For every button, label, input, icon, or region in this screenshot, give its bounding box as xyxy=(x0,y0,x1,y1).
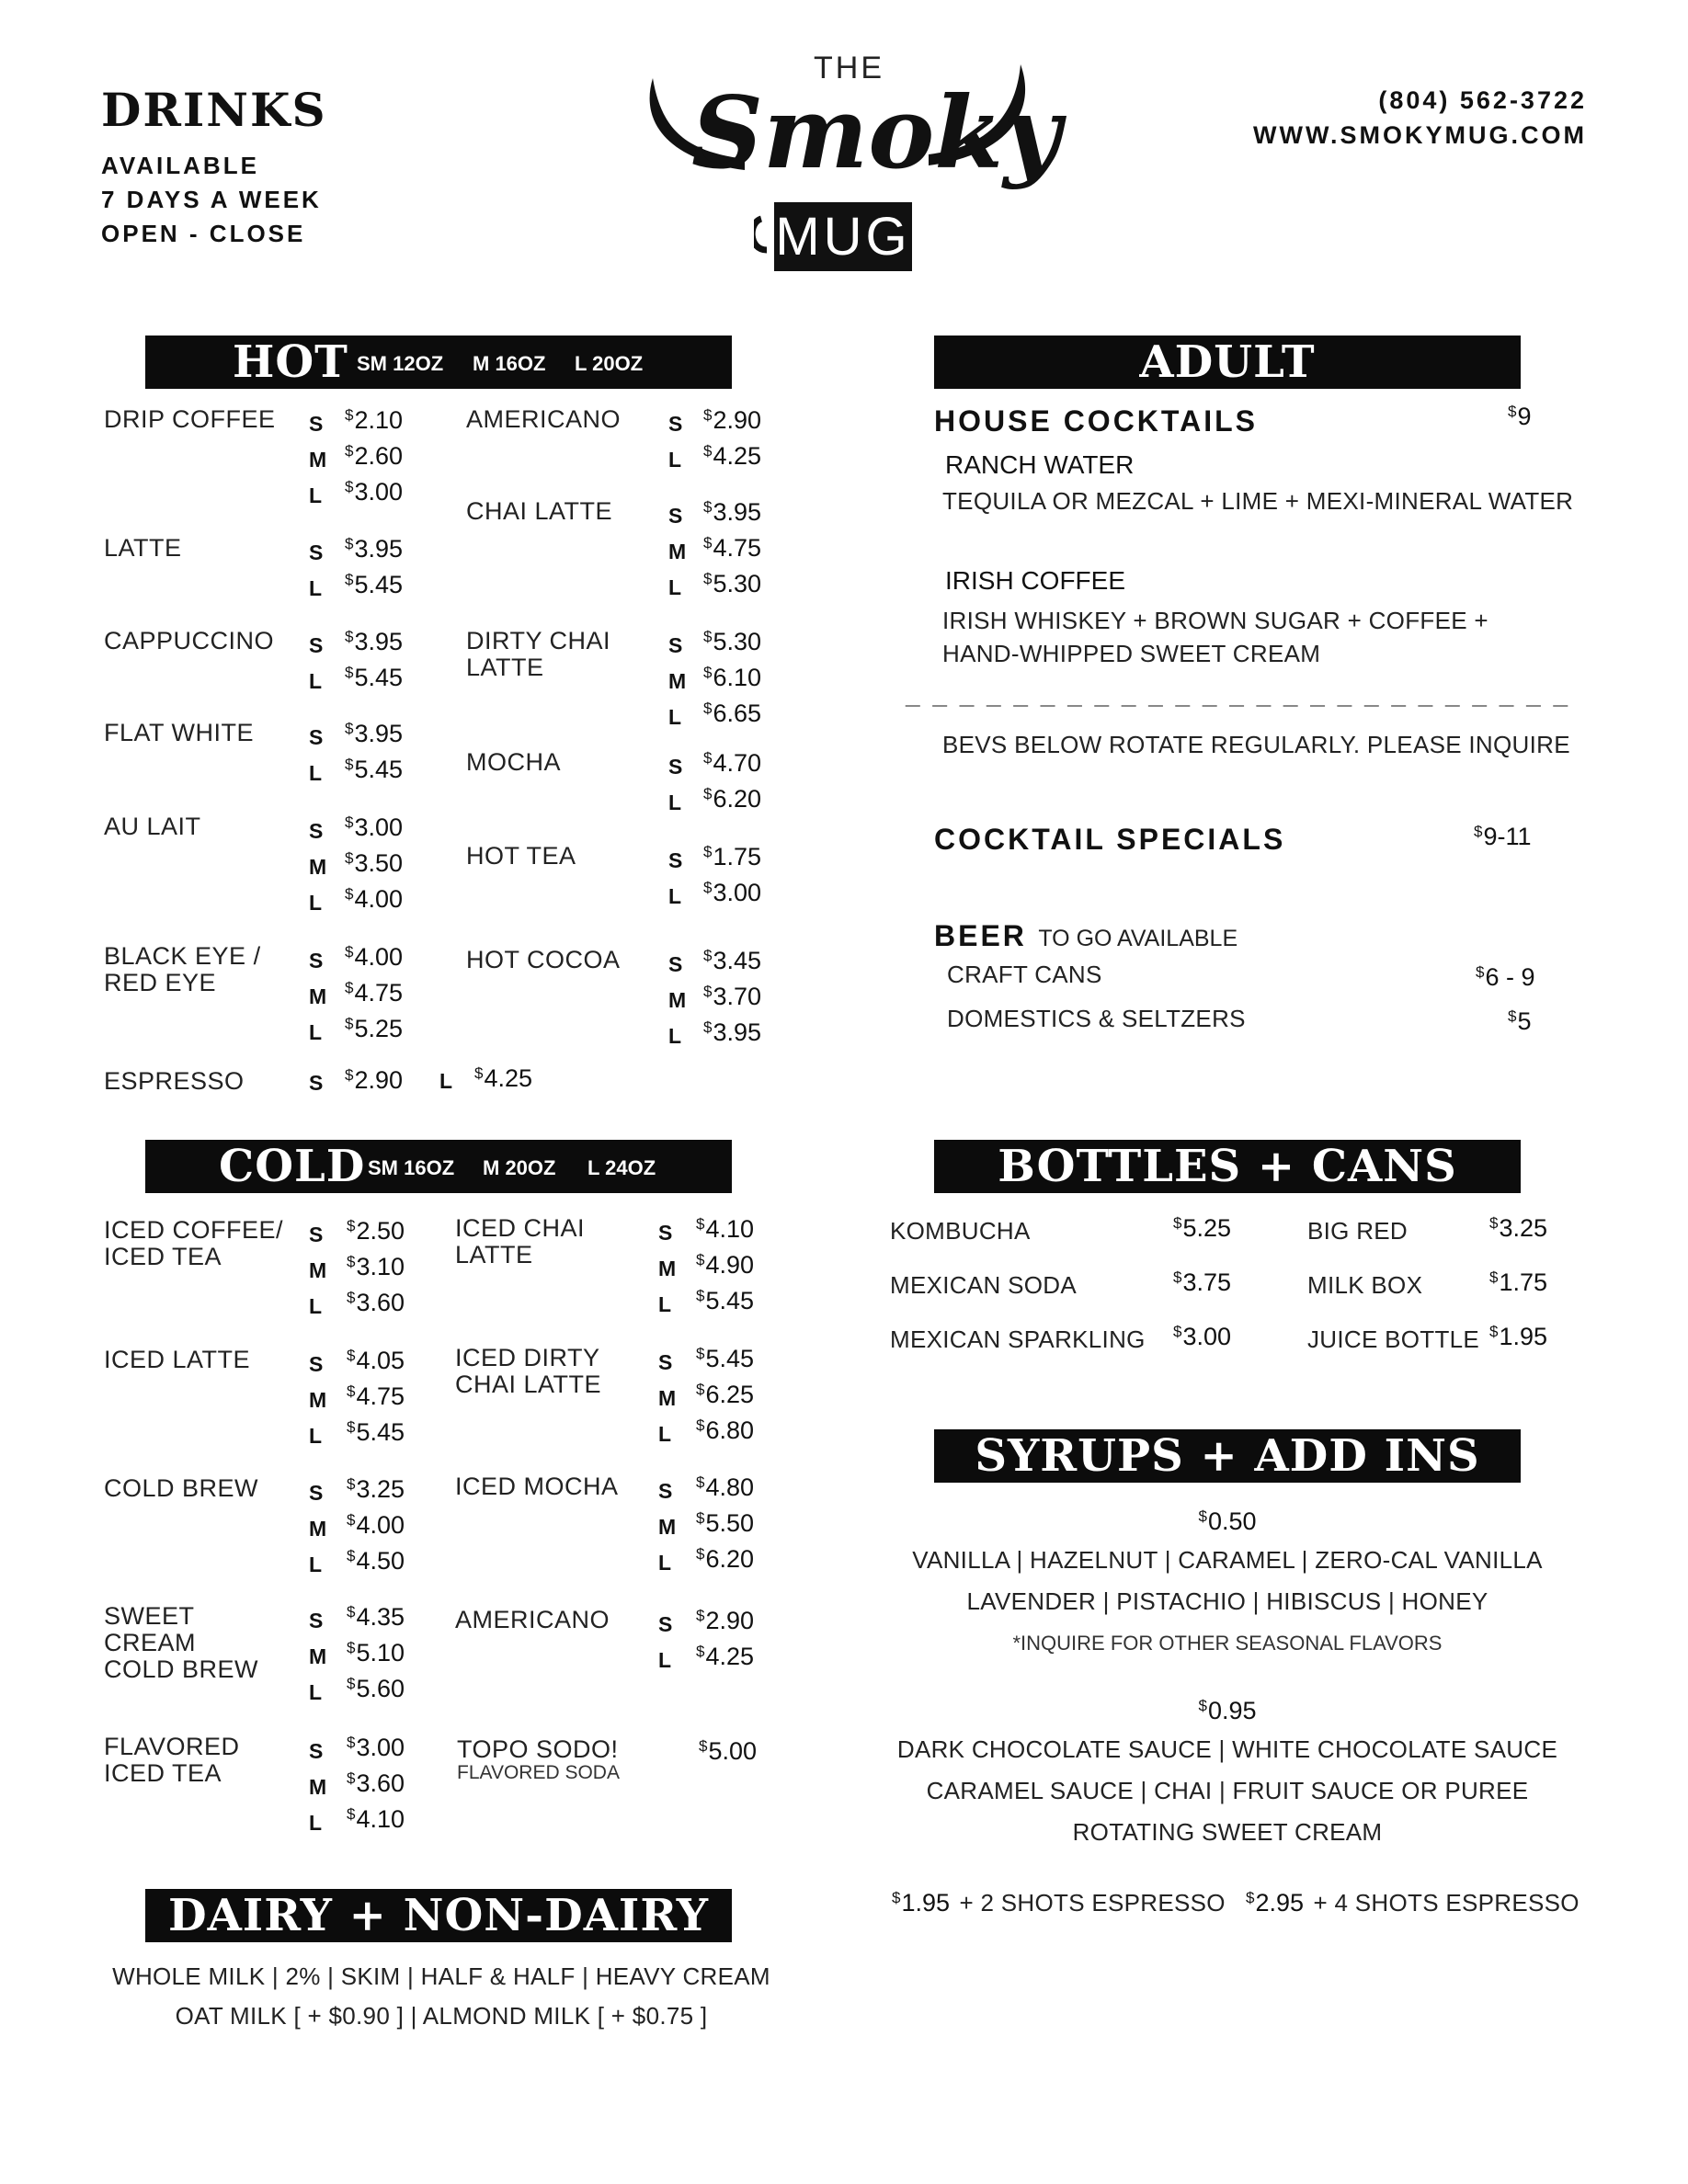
hot-size-small: SM 12OZ xyxy=(357,352,444,375)
size-label: L xyxy=(668,448,682,472)
four-shots-addon: $2.95 + 4 SHOTS ESPRESSO xyxy=(1246,1889,1580,1917)
drinks-title: DRINKS xyxy=(101,83,327,137)
size-label: S xyxy=(309,949,324,973)
size-label: S xyxy=(668,633,683,657)
price: $6.65 xyxy=(703,700,762,727)
bottle-item-name: MEXICAN SPARKLING xyxy=(890,1325,1146,1353)
price: $3.50 xyxy=(345,849,404,877)
size-label: L xyxy=(658,1292,672,1316)
price: $3.95 xyxy=(345,720,404,747)
price: $5.45 xyxy=(345,571,404,598)
bottle-item-name: KOMBUCHA xyxy=(890,1217,1031,1245)
sauce-list-line-2: CARAMEL SAUCE | CHAI | FRUIT SAUCE OR PUREE xyxy=(926,1777,1529,1804)
phone-number[interactable]: (804) 562-3722 xyxy=(1378,86,1587,114)
price: $4.25 xyxy=(696,1643,755,1670)
menu-item-name: HOT TEA xyxy=(466,842,576,870)
size-label: S xyxy=(658,1479,673,1503)
cold-section-bar xyxy=(145,1140,732,1193)
ranch-water-description: TEQUILA OR MEZCAL + LIME + MEXI-MINERAL WATER xyxy=(942,487,1574,515)
craft-cans: CRAFT CANS xyxy=(947,961,1102,988)
size-label: L xyxy=(309,1811,323,1835)
syrup-price-2: $0.95 xyxy=(1198,1697,1257,1724)
beer-note: TO GO AVAILABLE xyxy=(1038,926,1238,951)
menu-item-name: BLACK EYE / xyxy=(104,942,261,970)
price: $3.95 xyxy=(345,628,404,655)
price: $5.45 xyxy=(696,1345,755,1372)
irish-coffee-name: IRISH COFFEE xyxy=(945,566,1126,595)
cold-size-medium: M 20OZ xyxy=(483,1156,556,1179)
cold-size-small: SM 16OZ xyxy=(368,1156,455,1179)
price: $5.50 xyxy=(696,1509,755,1537)
menu-item-name: FLAT WHITE xyxy=(104,719,255,746)
menu-item-name: AU LAIT xyxy=(104,813,201,840)
price: $3.00 xyxy=(345,478,404,506)
bottle-item-name: MILK BOX xyxy=(1307,1271,1423,1299)
domestics-seltzers: DOMESTICS & SELTZERS xyxy=(947,1005,1246,1032)
size-label: L xyxy=(309,1424,323,1448)
craft-cans-price: $6 - 9 xyxy=(1476,963,1535,991)
size-label: S xyxy=(668,504,683,528)
adult-section-bar xyxy=(934,336,1521,389)
menu-item-name: LATTE xyxy=(455,1241,533,1268)
dairy-section-bar xyxy=(145,1889,732,1942)
size-label: M xyxy=(668,988,687,1012)
menu-item-name: COLD BREW xyxy=(104,1474,259,1502)
syrup-seasonal-note: *INQUIRE FOR OTHER SEASONAL FLAVORS xyxy=(1012,1632,1443,1655)
size-label: L xyxy=(668,884,682,908)
price: $3.25 xyxy=(347,1475,405,1503)
syrups-section-bar xyxy=(934,1429,1521,1483)
price: $5.45 xyxy=(345,756,404,783)
price: $4.35 xyxy=(347,1603,405,1631)
price: $5.45 xyxy=(696,1287,755,1314)
price: $1.75 xyxy=(703,843,762,870)
topo-price: $5.00 xyxy=(699,1737,758,1765)
logo-the: THE xyxy=(814,51,884,85)
header-left xyxy=(101,85,327,251)
menu-item-name: ICED COFFEE/ xyxy=(104,1216,284,1244)
size-label: M xyxy=(668,669,687,693)
cold-title: COLD xyxy=(219,1141,366,1192)
price: $4.10 xyxy=(696,1215,755,1243)
size-label: S xyxy=(309,1223,324,1246)
syrups-title: SYRUPS + ADD INS xyxy=(975,1430,1480,1482)
hot-size-large: L 20OZ xyxy=(575,352,644,375)
price: $5.25 xyxy=(345,1015,404,1042)
menu-item-name: CREAM xyxy=(104,1629,197,1656)
price: $3.95 xyxy=(703,498,762,526)
size-label: M xyxy=(309,1517,327,1541)
espresso-price-s: $2.90 xyxy=(345,1066,404,1094)
size-label: L xyxy=(309,1020,323,1044)
price: $4.05 xyxy=(347,1347,405,1374)
size-label: S xyxy=(668,952,683,976)
size-label: M xyxy=(309,1644,327,1668)
price: $3.60 xyxy=(347,1289,405,1316)
domestics-seltzers-price: $5 xyxy=(1508,1007,1532,1035)
size-label: S xyxy=(658,1612,673,1636)
size-label: L xyxy=(309,576,323,600)
size-label: S xyxy=(309,633,324,657)
size-label: S xyxy=(309,819,324,843)
bottle-item-name: MEXICAN SODA xyxy=(890,1271,1077,1299)
header-right xyxy=(1253,83,1587,153)
price: $4.90 xyxy=(696,1251,755,1279)
size-label: M xyxy=(658,1515,677,1539)
hot-size-medium: M 16OZ xyxy=(473,352,546,375)
size-label: M xyxy=(309,855,327,879)
menu-item-name: AMERICANO xyxy=(455,1606,610,1633)
price: $4.75 xyxy=(345,979,404,1007)
price: $3.60 xyxy=(347,1769,405,1797)
size-label: M xyxy=(658,1257,677,1280)
menu-item-name: ICED CHAI xyxy=(455,1214,586,1242)
price: $6.25 xyxy=(696,1381,755,1408)
dairy-title: DAIRY + NON-DAIRY xyxy=(167,1890,710,1941)
price: $5.45 xyxy=(347,1418,405,1446)
price: $3.95 xyxy=(703,1018,762,1046)
menu-item-name: DRIP COFFEE xyxy=(104,405,276,433)
size-label: L xyxy=(309,891,323,915)
house-cocktails-price: $9 xyxy=(1508,403,1532,430)
bottle-item-name: BIG RED xyxy=(1307,1217,1409,1245)
menu-item-name: ICED TEA xyxy=(104,1759,222,1787)
sauce-list-line-3: ROTATING SWEET CREAM xyxy=(1072,1818,1383,1846)
price: $3.45 xyxy=(703,947,762,974)
dairy-options-line-1: WHOLE MILK | 2% | SKIM | HALF & HALF | HEAVY CREAM xyxy=(112,1962,770,1990)
price: $6.80 xyxy=(696,1416,755,1444)
price: $3.70 xyxy=(703,983,762,1010)
topo-name: TOPO SODO! xyxy=(457,1735,619,1763)
two-shots-addon: $1.95 + 2 SHOTS ESPRESSO xyxy=(892,1889,1226,1917)
price: $5.10 xyxy=(347,1639,405,1666)
price: $4.75 xyxy=(347,1382,405,1410)
size-label: S xyxy=(309,1739,324,1763)
price: $2.10 xyxy=(345,406,404,434)
size-label: L xyxy=(309,761,323,785)
price: $5.45 xyxy=(345,664,404,691)
menu-item-name: ICED MOCHA xyxy=(455,1473,619,1500)
bottle-item-price: $3.75 xyxy=(1173,1268,1232,1296)
size-label: S xyxy=(668,412,683,436)
price: $4.50 xyxy=(347,1547,405,1575)
availability-line-1: AVAILABLE xyxy=(101,152,259,179)
menu-item-name: MOCHA xyxy=(466,748,561,776)
beer-row xyxy=(934,919,1237,953)
size-label: M xyxy=(309,448,327,472)
bottle-item-name: JUICE BOTTLE xyxy=(1307,1325,1480,1353)
ranch-water-name: RANCH WATER xyxy=(945,450,1135,479)
menu-item-name: LATTE xyxy=(466,654,544,681)
bottle-item-price: $3.25 xyxy=(1489,1214,1548,1242)
menu-item-name: ICED LATTE xyxy=(104,1346,251,1373)
price: $4.00 xyxy=(347,1511,405,1539)
price: $3.10 xyxy=(347,1253,405,1280)
price: $5.30 xyxy=(703,570,762,597)
availability-line-3: OPEN - CLOSE xyxy=(101,220,306,247)
price: $3.00 xyxy=(345,813,404,841)
size-label: L xyxy=(309,669,323,693)
price: $3.00 xyxy=(347,1734,405,1761)
hot-title: HOT xyxy=(233,336,348,388)
size-label: L xyxy=(309,483,323,507)
size-label: M xyxy=(309,1775,327,1799)
menu-item-name: FLAVORED xyxy=(104,1733,240,1760)
price: $3.00 xyxy=(703,879,762,906)
size-label: L xyxy=(668,705,682,729)
size-label: M xyxy=(309,1388,327,1412)
menu-item-name: RED EYE xyxy=(104,969,217,996)
size-label: S xyxy=(309,412,324,436)
logo-name: Smoky xyxy=(691,75,1061,191)
menu-item-name: ICED TEA xyxy=(104,1243,222,1270)
size-label: L xyxy=(658,1648,672,1672)
menu-item-name: CHAI LATTE xyxy=(455,1371,602,1398)
price: $4.80 xyxy=(696,1473,755,1501)
hot-section-bar xyxy=(145,336,732,389)
espresso-size-s: S xyxy=(309,1071,324,1095)
size-label: L xyxy=(668,791,682,814)
price: $2.50 xyxy=(347,1217,405,1245)
price: $2.90 xyxy=(696,1607,755,1634)
size-label: S xyxy=(309,725,324,749)
price: $4.10 xyxy=(347,1805,405,1833)
size-label: S xyxy=(658,1221,673,1245)
availability-line-2: 7 DAYS A WEEK xyxy=(101,186,322,213)
size-label: L xyxy=(309,1294,323,1318)
size-label: L xyxy=(309,1553,323,1576)
rotate-note: BEVS BELOW ROTATE REGULARLY. PLEASE INQUIRE xyxy=(942,731,1570,758)
irish-coffee-description-2: HAND-WHIPPED SWEET CREAM xyxy=(942,640,1321,667)
bottle-item-price: $5.25 xyxy=(1173,1214,1232,1242)
logo xyxy=(634,51,1061,280)
size-label: S xyxy=(658,1350,673,1374)
price: $5.60 xyxy=(347,1675,405,1702)
espresso-price-l: $4.25 xyxy=(474,1064,533,1092)
menu-item-name: HOT COCOA xyxy=(466,946,621,973)
price: $5.30 xyxy=(703,628,762,655)
price: $2.60 xyxy=(345,442,404,470)
menu-item-name: CAPPUCCINO xyxy=(104,627,275,654)
bottle-item-price: $1.75 xyxy=(1489,1268,1548,1296)
website-link[interactable]: WWW.SMOKYMUG.COM xyxy=(1253,121,1587,149)
size-label: M xyxy=(309,984,327,1008)
menu-item-name: LATTE xyxy=(104,534,182,562)
sauce-list-line-1: DARK CHOCOLATE SAUCE | WHITE CHOCOLATE SAUCE xyxy=(896,1735,1558,1763)
house-cocktails-title: HOUSE COCKTAILS xyxy=(934,404,1258,438)
price: $6.20 xyxy=(703,785,762,813)
size-label: L xyxy=(309,1680,323,1704)
bottles-section-bar xyxy=(934,1140,1521,1193)
size-label: M xyxy=(658,1386,677,1410)
size-label: M xyxy=(309,1258,327,1282)
size-label: S xyxy=(309,1481,324,1505)
syrup-list-line-1: VANILLA | HAZELNUT | CARAMEL | ZERO-CAL VANILLA xyxy=(912,1546,1543,1574)
price: $3.95 xyxy=(345,535,404,563)
price: $4.70 xyxy=(703,749,762,777)
logo-mug: MUG xyxy=(775,207,911,267)
size-label: M xyxy=(668,540,687,563)
dashed-divider: _ _ _ _ _ _ _ _ _ _ _ _ _ _ _ _ _ _ _ _ _ _ _ _ _ xyxy=(906,680,1571,709)
size-label: S xyxy=(309,1609,324,1632)
menu-item-name: SWEET xyxy=(104,1602,195,1630)
beer-title: BEER xyxy=(934,919,1027,952)
size-label: S xyxy=(309,540,324,564)
price: $6.20 xyxy=(696,1545,755,1573)
size-label: L xyxy=(668,1024,682,1048)
size-label: S xyxy=(668,848,683,872)
irish-coffee-description-1: IRISH WHISKEY + BROWN SUGAR + COFFEE + xyxy=(942,607,1488,634)
syrup-list-line-2: LAVENDER | PISTACHIO | HIBISCUS | HONEY xyxy=(966,1587,1488,1615)
price: $4.00 xyxy=(345,885,404,913)
price: $4.00 xyxy=(345,943,404,971)
cocktail-specials-title: COCKTAIL SPECIALS xyxy=(934,823,1286,856)
bottle-item-price: $1.95 xyxy=(1489,1323,1548,1350)
price: $2.90 xyxy=(703,406,762,434)
price: $6.10 xyxy=(703,664,762,691)
menu-item-name: ICED DIRTY xyxy=(455,1344,600,1371)
espresso-size-l: L xyxy=(439,1069,453,1093)
syrup-price-1: $0.50 xyxy=(1198,1507,1257,1535)
espresso-name: ESPRESSO xyxy=(104,1067,245,1095)
cold-size-large: L 24OZ xyxy=(587,1156,656,1179)
size-label: S xyxy=(668,755,683,779)
bottle-item-price: $3.00 xyxy=(1173,1323,1232,1350)
topo-sub: FLAVORED SODA xyxy=(457,1762,620,1783)
dairy-options-line-2: OAT MILK [ + $0.90 ] | ALMOND MILK [ + $0.75 ] xyxy=(175,2002,708,2030)
menu-item-name: AMERICANO xyxy=(466,405,622,433)
size-label: L xyxy=(668,575,682,599)
price: $4.25 xyxy=(703,442,762,470)
size-label: S xyxy=(309,1352,324,1376)
bottles-title: BOTTLES + CANS xyxy=(998,1141,1457,1192)
cocktail-specials-price: $9-11 xyxy=(1474,823,1532,850)
size-label: L xyxy=(658,1422,672,1446)
menu-item-name: DIRTY CHAI xyxy=(466,627,611,654)
adult-title: ADULT xyxy=(1139,336,1316,388)
size-label: L xyxy=(658,1551,672,1575)
menu-item-name: COLD BREW xyxy=(104,1655,259,1683)
price: $4.75 xyxy=(703,534,762,562)
menu-item-name: CHAI LATTE xyxy=(466,497,613,525)
